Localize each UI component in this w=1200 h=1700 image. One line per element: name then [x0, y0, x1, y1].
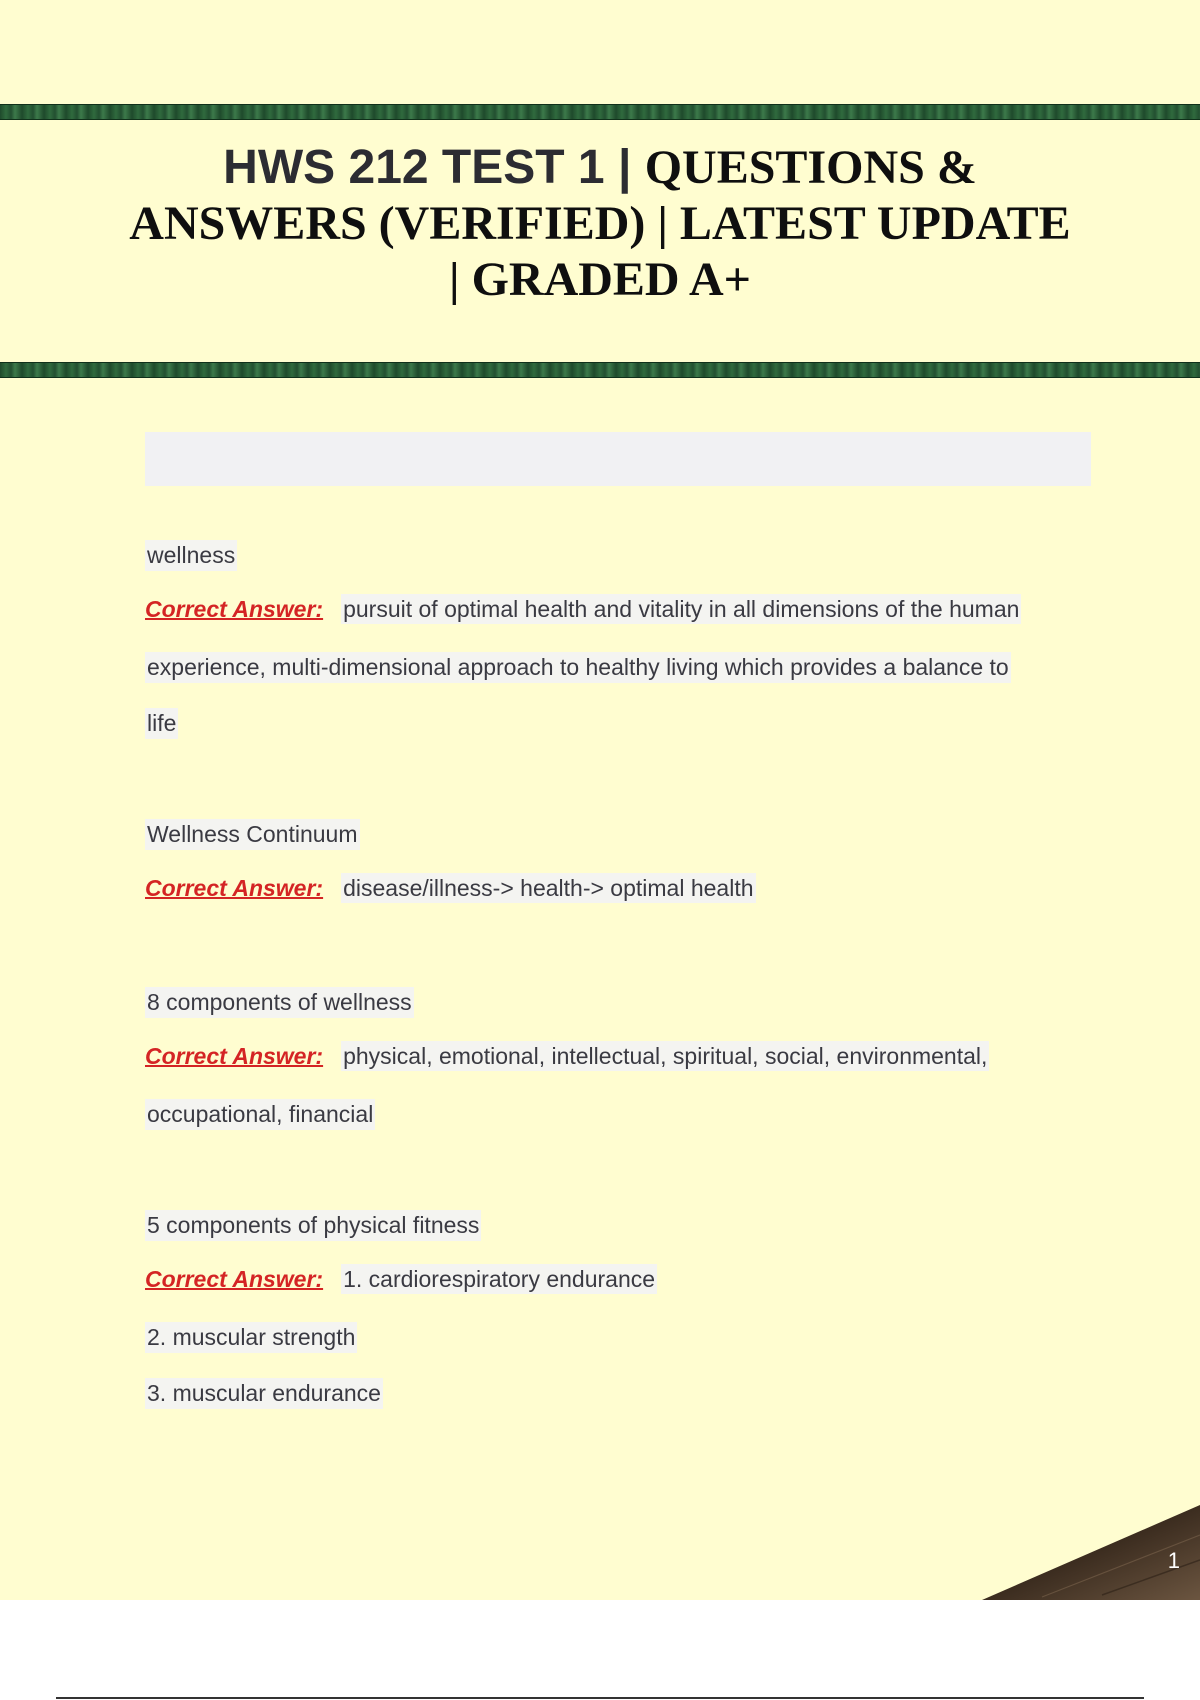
page-title	[120, 140, 1080, 308]
page-number: 1	[1167, 1548, 1180, 1573]
title-subtitle: QUESTIONS & ANSWERS (VERIFIED) | LATEST UPDATE | GRADED A+	[129, 141, 1071, 306]
answer-text: occupational, financial	[145, 1099, 375, 1130]
answer-text: disease/illness-> health-> optimal health	[343, 875, 754, 901]
question-text: wellness	[145, 540, 237, 571]
header-band-top	[0, 104, 1200, 120]
question-text: 5 components of physical fitness	[145, 1210, 481, 1241]
title-course: HWS 212 TEST 1 |	[223, 141, 645, 194]
answer-text: pursuit of optimal health and vitality in all dimensions of the human	[343, 596, 1020, 622]
question-text: 8 components of wellness	[145, 987, 414, 1018]
blank-banner	[145, 432, 1091, 486]
answer-text: life	[145, 708, 178, 739]
answer-text: 3. muscular endurance	[145, 1378, 383, 1409]
answer-line	[145, 1043, 989, 1070]
correct-answer-label: Correct Answer:	[145, 875, 324, 901]
answer-text: experience, multi-dimensional approach to healthy living which provides a balance to	[145, 652, 1011, 683]
correct-answer-label: Correct Answer:	[145, 1043, 324, 1069]
answer-line	[145, 596, 1021, 623]
answer-text: 1. cardiorespiratory endurance	[343, 1266, 656, 1292]
answer-text: 2. muscular strength	[145, 1322, 357, 1353]
correct-answer-label: Correct Answer:	[145, 1266, 324, 1292]
correct-answer-label: Correct Answer:	[145, 596, 324, 622]
header-band-bottom	[0, 362, 1200, 378]
question-text: Wellness Continuum	[145, 819, 360, 850]
answer-line	[145, 875, 756, 902]
answer-line	[145, 1266, 657, 1293]
footer-divider	[56, 1697, 1144, 1699]
answer-text: physical, emotional, intellectual, spiritual, social, environmental,	[343, 1043, 988, 1069]
